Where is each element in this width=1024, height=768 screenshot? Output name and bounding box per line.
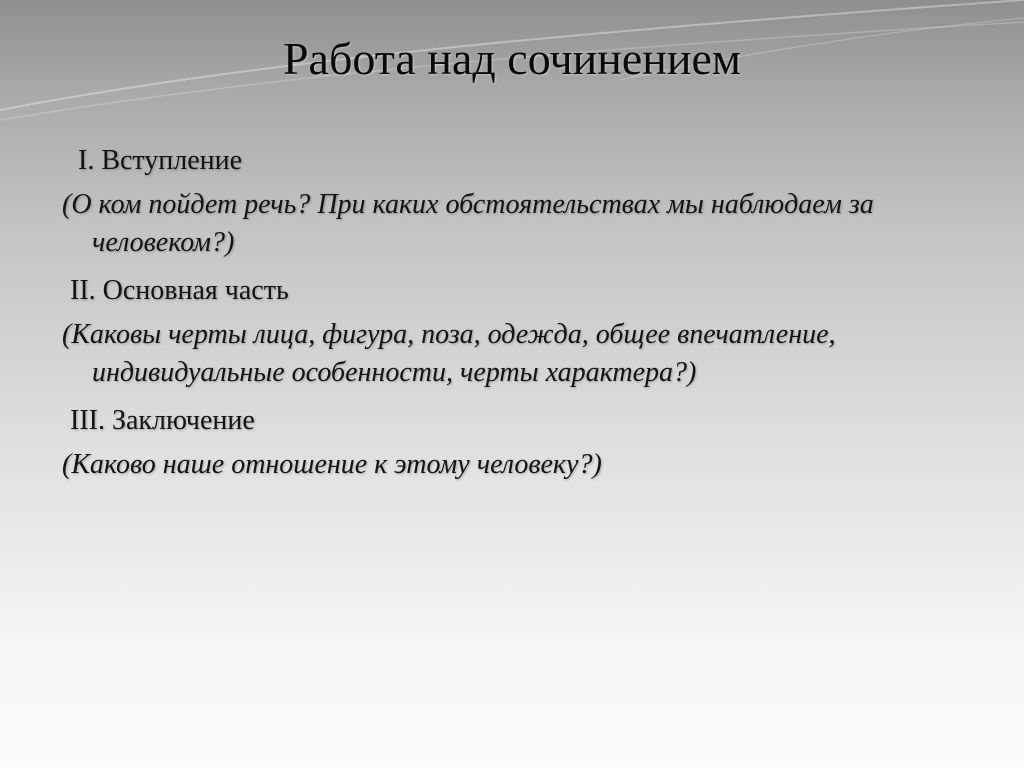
slide-body — [62, 142, 942, 494]
section-heading-conclusion: III. Заключение — [70, 405, 255, 436]
section-question-main-part: (Каковы черты лица, фигура, поза, одежда, общее впечатление, индивидуальные особенности, черты характера?) — [62, 319, 836, 388]
section-question-introduction: (О ком пойдет речь? При каких обстоятельствах мы наблюдаем за человеком?) — [62, 189, 874, 258]
section-heading-main-part: II. Основная часть — [70, 275, 289, 306]
slide-title: Работа над сочинением — [282, 33, 742, 84]
section-heading-introduction: I. Вступление — [78, 145, 243, 176]
section-question-conclusion: (Каково наше отношение к этому человеку?) — [62, 449, 602, 480]
